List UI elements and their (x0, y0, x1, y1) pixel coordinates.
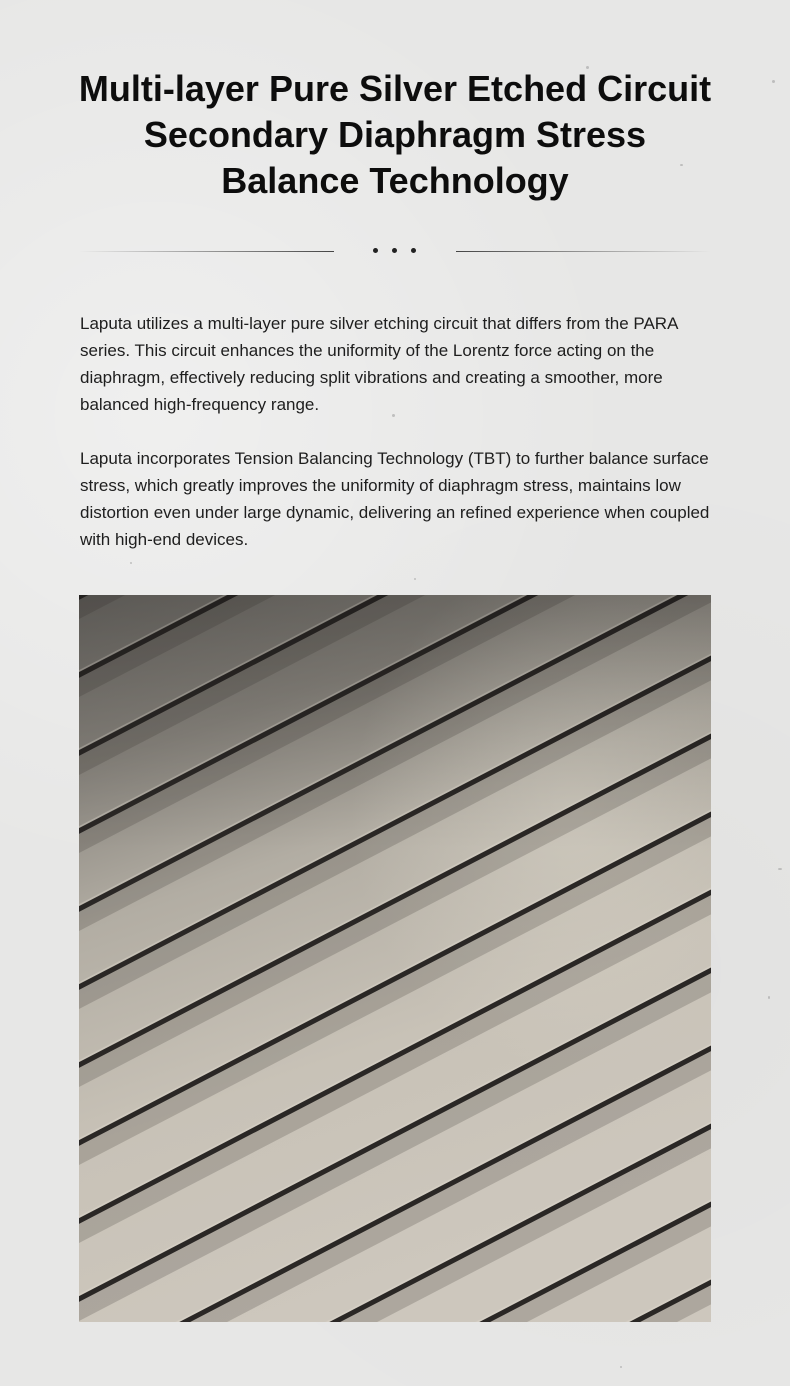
page-title-line-1: Multi-layer Pure Silver Etched Circuit (78, 68, 712, 109)
divider-line-right (456, 251, 711, 252)
background-speck (768, 996, 770, 999)
divider-line-left (79, 251, 334, 252)
page-title (40, 66, 750, 204)
description-paragraph-2: Laputa incorporates Tension Balancing Technology (TBT) to further balance surface stress, which greatly improves the uniformity of diaphragm stress, maintains low distortion even under large dynamic, delivering an refined experience when coupled with high-end devices. (80, 449, 710, 549)
page-title-line-3: Balance Technology (221, 160, 569, 201)
background-speck (130, 562, 132, 564)
background-speck (778, 868, 782, 870)
etched-circuit-diaphragm-image (79, 595, 711, 1322)
background-speck (620, 1366, 622, 1368)
background-speck (772, 80, 775, 83)
section-divider (79, 244, 711, 260)
ellipsis-icon (369, 247, 421, 255)
description-paragraph-1: Laputa utilizes a multi-layer pure silver etching circuit that differs from the PARA series. This circuit enhances the uniformity of the Lorentz force acting on the diaphragm, effectively reducing split vibrations and creating a smoother, more balanced high-frequency range. (80, 314, 678, 414)
page-title-line-2: Secondary Diaphragm Stress (143, 114, 647, 155)
background-speck (414, 578, 416, 580)
